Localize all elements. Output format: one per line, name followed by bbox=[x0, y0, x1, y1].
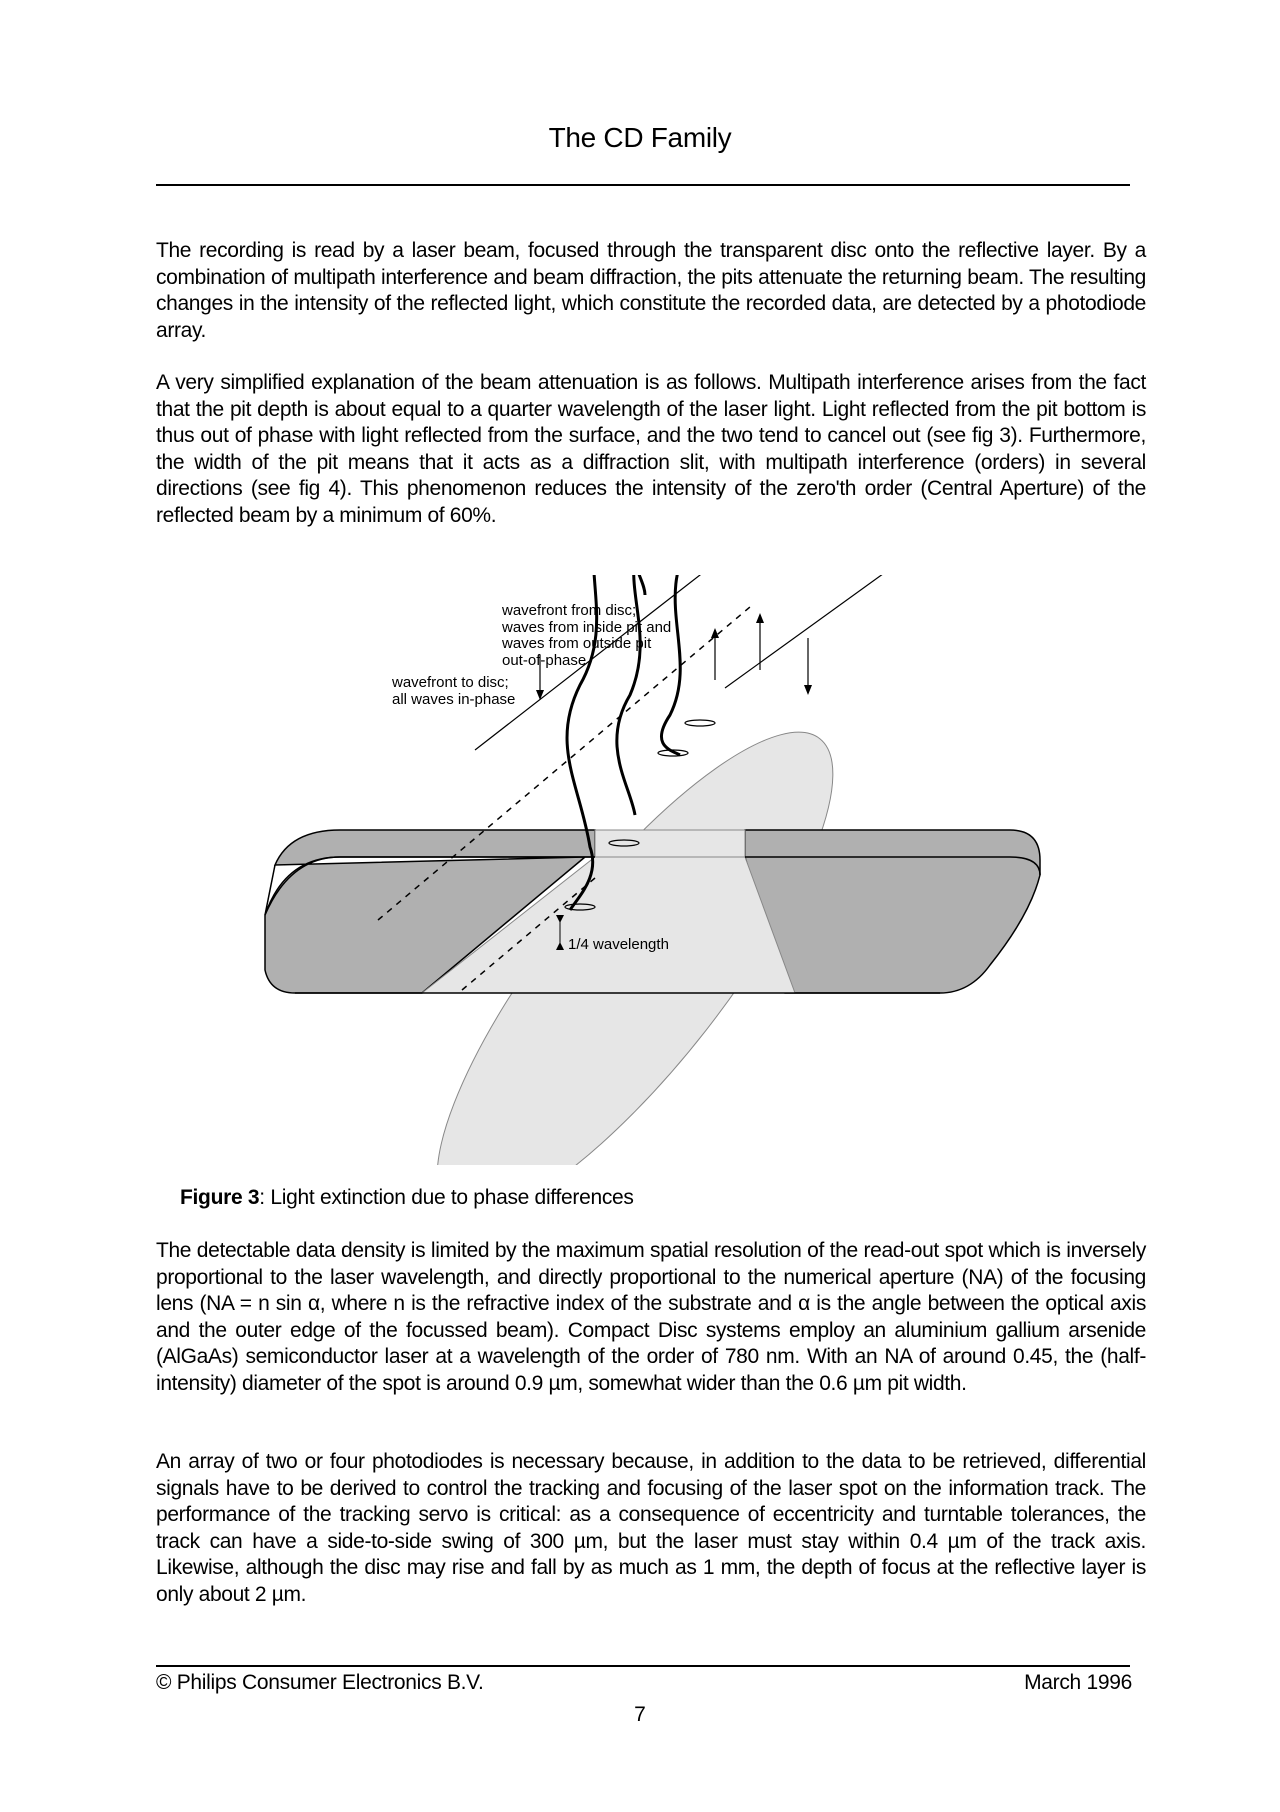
page-title: The CD Family bbox=[548, 122, 732, 153]
quarter-wavelength-label: 1/4 wavelength bbox=[568, 936, 669, 953]
footer-date: March 1996 bbox=[1024, 1671, 1132, 1694]
wavefront-to-disc-label: wavefront to disc; all waves in-phase bbox=[392, 674, 516, 708]
wavefront-from-disc-label: wavefront from disc; waves from inside pit and waves from outside pit out-of-phase bbox=[502, 602, 672, 669]
figure-caption bbox=[180, 1186, 634, 1210]
paragraph-laser-reading: The recording is read by a laser beam, focused through the transparent disc onto the reflective layer. By a combination of multipath interference and beam diffraction, the pits attenuate the returning beam. The resulting changes in the intensity of the reflected light, which constitute the recorded data, are detected by a photodiode array. bbox=[156, 239, 1146, 342]
paragraph-photodiodes: An array of two or four photodiodes is necessary because, in addition to the data to be retrieved, differential signals have to be derived to control the tracking and focusing of the laser spot on the information track. The performance of the tracking servo is critical: as a consequence of eccentricity and turntable tolerances, the track can have a side-to-side swing of 300 µm, but the laser must stay within 0.4 µm of the track axis. Likewise, although the disc may rise and fall by as much as 1 mm, the depth of focus at the reflective layer is only about 2 µm. bbox=[156, 1450, 1146, 1606]
paragraph-data-density: The detectable data density is limited by the maximum spatial resolution of the read-out spot which is inversely proportional to the laser wavelength, and directly proportional to the numerical aperture (NA) of the focusing lens (NA = n sin α, where n is the refractive index of the substrate and α is the angle between the optical axis and the outer edge of the focussed beam). Compact Disc systems employ an aluminium gallium arsenide (AlGaAs) semiconductor laser at a wavelength of the order of 780 nm. With an NA of around 0.45, the (half-intensity) diameter of the spot is around 0.9 µm, somewhat wider than the 0.6 µm pit width. bbox=[156, 1239, 1146, 1395]
figure-3-upper bbox=[450, 575, 970, 825]
figure-caption-label: Figure 3 bbox=[180, 1186, 260, 1209]
figure-caption-text: : Light extinction due to phase differences bbox=[259, 1186, 634, 1209]
footer-divider bbox=[156, 1665, 1130, 1667]
footer-copyright: © Philips Consumer Electronics B.V. bbox=[156, 1671, 484, 1694]
disc-right-segment bbox=[745, 830, 1040, 993]
page-number: 7 bbox=[634, 1703, 646, 1726]
paragraph-beam-attenuation: A very simplified explanation of the beam attenuation is as follows. Multipath interference arises from the fact that the pit depth is about equal to a quarter wavelength of the laser light. Light reflected from the pit bottom is thus out of phase with light reflected from the surface, and the two tend to cancel out (see fig 3). Furthermore, the width of the pit means that it acts as a diffraction slit, with multipath interference (orders) in several directions (see fig 4). This phenomenon reduces the intensity of the zero'th order (Central Aperture) of the reflected beam by a minimum of 60%. bbox=[156, 371, 1146, 527]
header-divider bbox=[156, 184, 1130, 186]
